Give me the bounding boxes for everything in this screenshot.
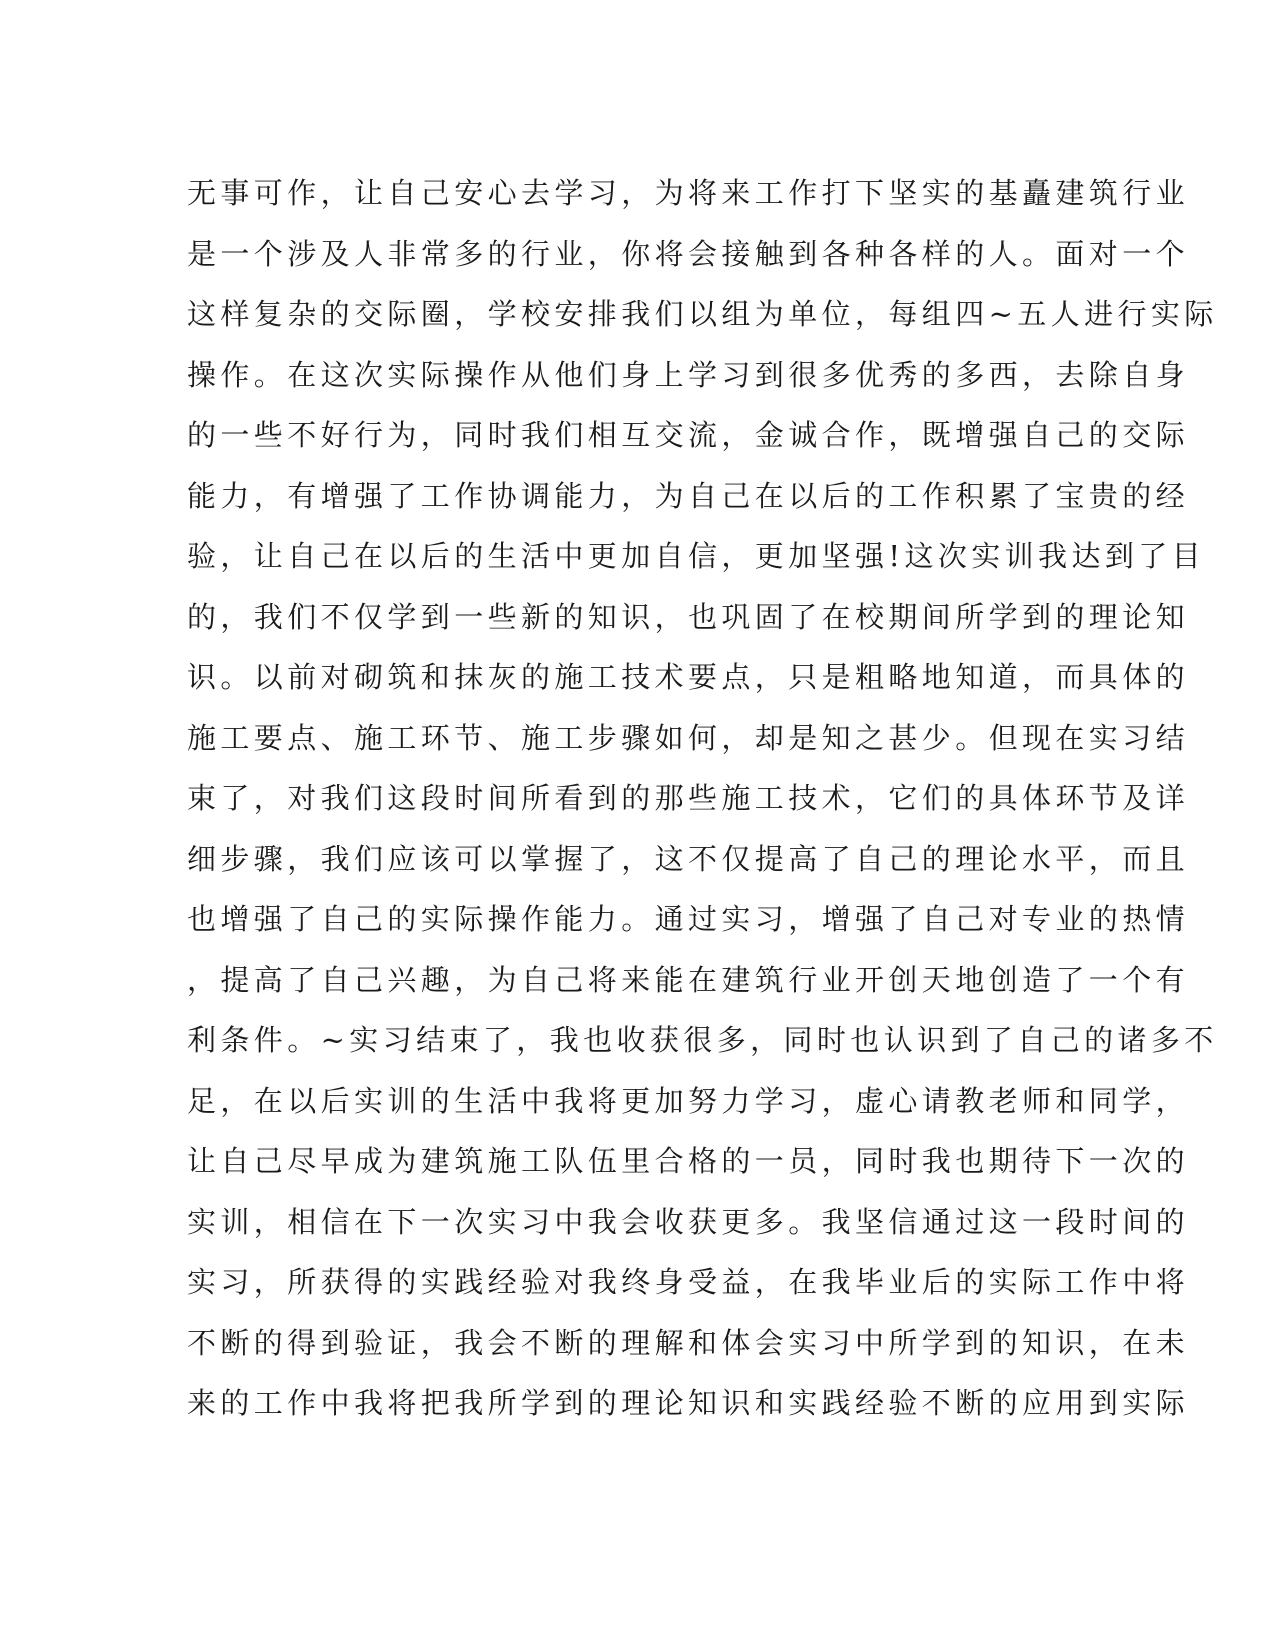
text-line: 细步骤，我们应该可以掌握了，这不仅提高了自己的理论水平，而且 xyxy=(187,841,1190,876)
text-line: 实习，所获得的实践经验对我终身受益，在我毕业后的实际工作中将 xyxy=(187,1265,1190,1299)
text-line: 让自己尽早成为建筑施工队伍里合格的一员，同时我也期待下一次的 xyxy=(187,1144,1190,1178)
text-line: 无事可作，让自己安心去学习，为将来工作打下坚实的基矗建筑行业 xyxy=(187,176,1190,210)
text-line: 的，我们不仅学到一些新的知识，也巩固了在校期间所学到的理论知 xyxy=(187,599,1190,634)
text-line: 的一些不好行为，同时我们相互交流，金诚合作，既增强自己的交际 xyxy=(187,418,1190,452)
text-line: 施工要点、施工环节、施工步骤如何，却是知之甚少。但现在实习结 xyxy=(187,720,1190,755)
text-line: 足，在以后实训的生活中我将更加努力学习，虚心请教老师和同学， xyxy=(187,1083,1190,1118)
text-line: 操作。在这次实际操作从他们身上学习到很多优秀的多西，去除自身 xyxy=(187,357,1190,392)
text-line: 是一个涉及人非常多的行业，你将会接触到各种各样的人。面对一个 xyxy=(187,236,1190,271)
text-line: 验，让自己在以后的生活中更加自信，更加坚强!这次实训我达到了目 xyxy=(187,539,1206,573)
text-line: 利条件。~实习结束了，我也收获很多，同时也认识到了自己的诸多不 xyxy=(187,1023,1218,1057)
text-line: ，提高了自己兴趣，为自己将来能在建筑行业开创天地创造了一个有 xyxy=(187,962,1190,997)
text-line: 识。以前对砌筑和抹灰的施工技术要点，只是粗略地知道，而具体的 xyxy=(187,660,1190,694)
text-line: 束了，对我们这段时间所看到的那些施工技术，它们的具体环节及详 xyxy=(187,781,1190,815)
text-line: 这样复杂的交际圈，学校安排我们以组为单位，每组四~五人进行实际 xyxy=(187,297,1218,331)
text-line: 不断的得到验证，我会不断的理解和体会实习中所学到的知识，在未 xyxy=(187,1325,1190,1360)
text-line: 也增强了自己的实际操作能力。通过实习，增强了自己对专业的热情 xyxy=(187,902,1190,936)
text-line: 实训，相信在下一次实习中我会收获更多。我坚信通过这一段时间的 xyxy=(187,1204,1190,1239)
text-line: 来的工作中我将把我所学到的理论知识和实践经验不断的应用到实际 xyxy=(187,1386,1190,1420)
body-text xyxy=(187,163,1218,1434)
text-line: 能力，有增强了工作协调能力，为自己在以后的工作积累了宝贵的经 xyxy=(187,478,1190,513)
